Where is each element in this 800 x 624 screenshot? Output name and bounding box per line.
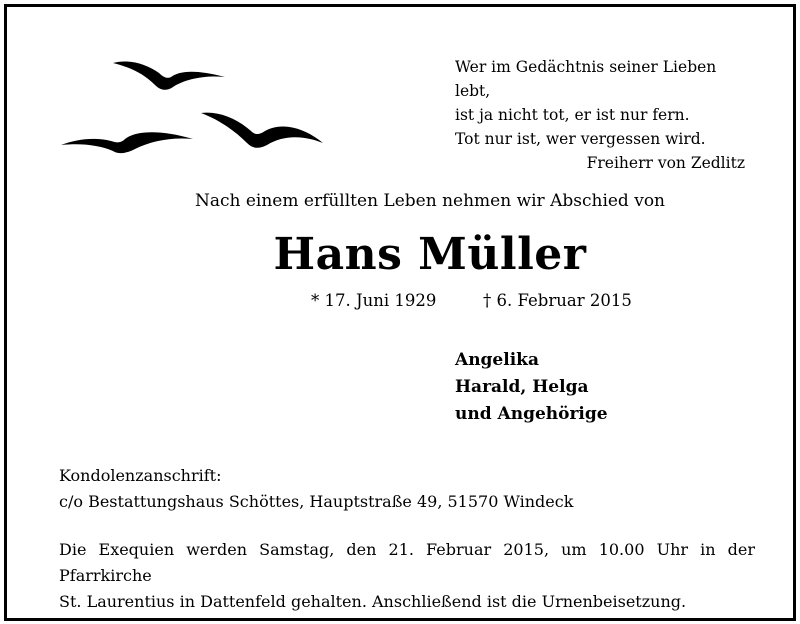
mourning-family xyxy=(455,347,608,428)
condolence-address xyxy=(59,463,573,515)
poem-line: ist ja nicht tot, er ist nur fern. xyxy=(455,106,690,124)
farewell-intro: Nach einem erfüllten Leben nehmen wir Abschied von xyxy=(194,191,666,211)
memorial-poem xyxy=(455,55,755,175)
service-line: Die Exequien werden Samstag, den 21. Februar 2015, um 10.00 Uhr in der Pfarrkirche xyxy=(59,540,755,585)
poem-author: Freiherr von Zedlitz xyxy=(586,154,745,172)
service-line: St. Laurentius in Dattenfeld gehalten. Anschließend ist die Urnenbeisetzung. xyxy=(59,592,687,611)
condolence-address-text: c/o Bestattungshaus Schöttes, Hauptstraße 49, 51570 Windeck xyxy=(59,492,574,511)
death-date: † 6. Februar 2015 xyxy=(483,291,632,310)
flying-birds-icon xyxy=(55,51,325,161)
family-member: Angelika xyxy=(455,350,539,370)
family-member: und Angehörige xyxy=(455,404,608,424)
deceased-name: Hans Müller xyxy=(273,229,587,280)
condolence-label: Kondolenzanschrift: xyxy=(59,466,222,485)
poem-line: Wer im Gedächtnis seiner Lieben lebt, xyxy=(455,58,717,100)
funeral-service-info xyxy=(59,537,755,615)
family-member: Harald, Helga xyxy=(455,377,589,397)
birth-date: * 17. Juni 1929 xyxy=(311,291,437,310)
poem-line: Tot nur ist, wer vergessen wird. xyxy=(455,130,706,148)
obituary-notice xyxy=(4,4,796,621)
